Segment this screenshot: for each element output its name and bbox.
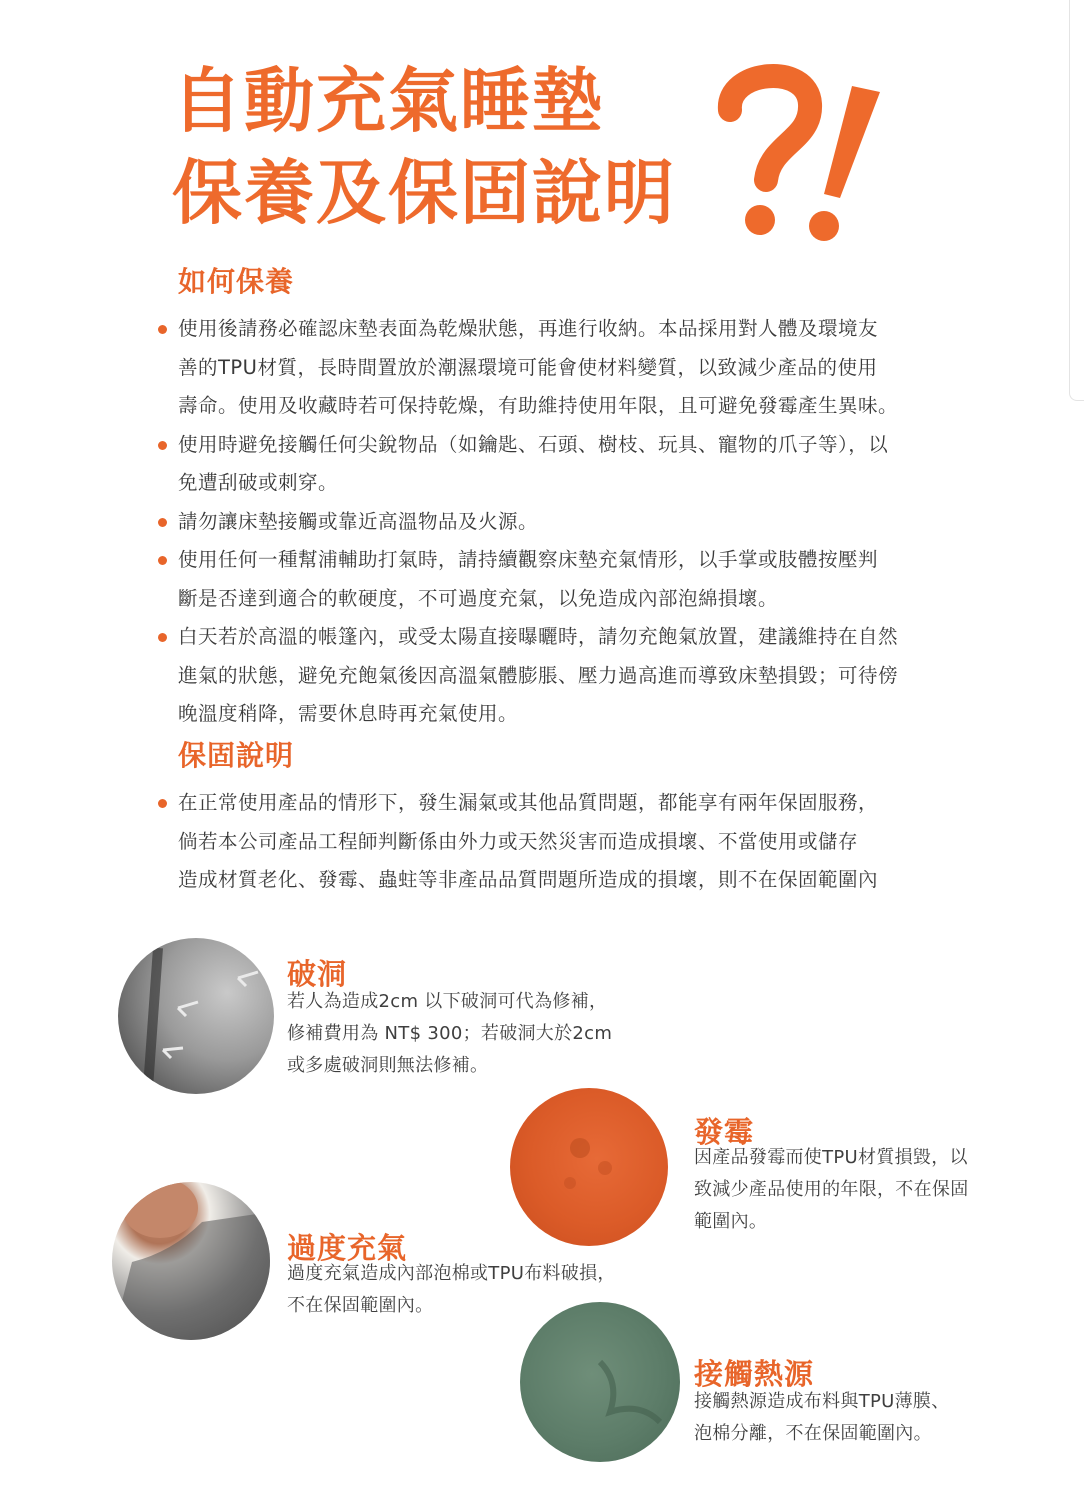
care-item-line: 請勿讓床墊接觸或靠近高溫物品及火源。 bbox=[178, 509, 539, 533]
warranty-item-line: 造成材質老化、發霉、蟲蛀等非產品品質問題所造成的損壞，則不在保固範圍內 bbox=[178, 868, 879, 891]
care-item bbox=[158, 503, 978, 542]
overinflate-title: 過度充氣 bbox=[287, 1231, 408, 1265]
care-item bbox=[158, 426, 978, 503]
bullet-icon bbox=[158, 518, 167, 527]
mold-photo bbox=[510, 1088, 668, 1246]
warranty-item-line: 倘若本公司產品工程師判斷係由外力或天然災害而造成損壞、不當使用或儲存 bbox=[178, 829, 859, 853]
overinflate-photo bbox=[112, 1182, 270, 1340]
mold-line: 致減少產品使用的年限，不在保固 bbox=[694, 1179, 969, 1200]
care-item-line: 使用時避免接觸任何尖銳物品（如鑰匙、石頭、樹枝、玩具、寵物的爪子等），以 bbox=[178, 432, 889, 456]
care-item-line: 白天若於高溫的帳篷內，或受太陽直接曝曬時，請勿充飽氣放置，建議維持在自然 bbox=[178, 625, 899, 648]
care-list bbox=[158, 310, 978, 734]
hole-texture-icon bbox=[118, 938, 274, 1094]
care-item-line: 進氣的狀態，避免充飽氣後因高溫氣體膨脹、壓力過高進而導致床墊損毀；可待傍 bbox=[178, 663, 899, 687]
mold-description bbox=[694, 1142, 969, 1238]
care-item bbox=[158, 310, 978, 426]
care-item-line: 使用任何一種幫浦輔助打氣時，請持續觀察床墊充氣情形，以手掌或肢體按壓判 bbox=[178, 548, 879, 571]
bullet-icon bbox=[158, 799, 167, 808]
warranty-heading: 保固說明 bbox=[178, 739, 295, 772]
hole-title: 破洞 bbox=[287, 957, 348, 991]
care-item-line: 善的TPU材質，長時間置放於潮濕環境可能會使材料變質，以致減少產品的使用 bbox=[178, 355, 878, 379]
care-item-line: 晚溫度稍降，需要休息時再充氣使用。 bbox=[178, 702, 519, 725]
overinflate-line: 過度充氣造成內部泡棉或TPU布料破損， bbox=[287, 1263, 616, 1284]
mold-texture-icon bbox=[510, 1088, 668, 1246]
heat-description bbox=[694, 1386, 950, 1450]
heat-title: 接觸熱源 bbox=[694, 1357, 815, 1391]
bullet-icon bbox=[158, 633, 167, 642]
mold-line: 範圍內。 bbox=[694, 1211, 768, 1232]
care-item bbox=[158, 618, 978, 734]
bullet-icon bbox=[158, 556, 167, 565]
warranty-item-line: 在正常使用產品的情形下，發生漏氣或其他品質問題，都能享有兩年保固服務， bbox=[178, 791, 879, 814]
heat-photo bbox=[520, 1302, 680, 1462]
care-item-line: 壽命。使用及收藏時若可保持乾燥，有助維持使用年限，且可避免發霉產生異味。 bbox=[178, 394, 899, 417]
bullet-icon bbox=[158, 325, 167, 334]
hole-line: 若人為造成2cm 以下破洞可代為修補， bbox=[287, 991, 608, 1012]
hole-line: 修補費用為 NT$ 300；若破洞大於2cm bbox=[287, 1023, 613, 1044]
title-line-2: 保養及保固說明 bbox=[172, 152, 676, 234]
heat-texture-icon bbox=[520, 1302, 680, 1462]
overinflate-line: 不在保固範圍內。 bbox=[287, 1295, 434, 1316]
care-heading: 如何保養 bbox=[178, 265, 295, 298]
mold-line: 因產品發霉而使TPU材質損毀，以 bbox=[694, 1147, 968, 1168]
title-line-1: 自動充氣睡墊 bbox=[172, 60, 604, 142]
care-item-line: 使用後請務必確認床墊表面為乾燥狀態，再進行收納。本品採用對人體及環境友 bbox=[178, 317, 879, 340]
care-item-line: 斷是否達到適合的軟硬度，不可過度充氣，以免造成內部泡綿損壞。 bbox=[178, 586, 779, 610]
care-item bbox=[158, 541, 978, 618]
hole-description bbox=[287, 986, 612, 1082]
overinflate-texture-icon bbox=[112, 1182, 270, 1340]
hole-photo bbox=[118, 938, 274, 1094]
warranty-list bbox=[158, 784, 978, 900]
care-item-line: 免遭刮破或刺穿。 bbox=[178, 471, 339, 494]
heat-line: 泡棉分離，不在保固範圍內。 bbox=[694, 1423, 932, 1444]
bullet-icon bbox=[158, 441, 167, 450]
scrollbar-edge[interactable] bbox=[1069, 0, 1084, 401]
heat-line: 接觸熱源造成布料與TPU薄膜、 bbox=[694, 1391, 950, 1412]
hole-line: 或多處破洞則無法修補。 bbox=[287, 1055, 489, 1076]
question-exclamation-icon bbox=[712, 48, 882, 248]
mold-title: 發霉 bbox=[694, 1115, 755, 1149]
warranty-item bbox=[158, 784, 978, 900]
